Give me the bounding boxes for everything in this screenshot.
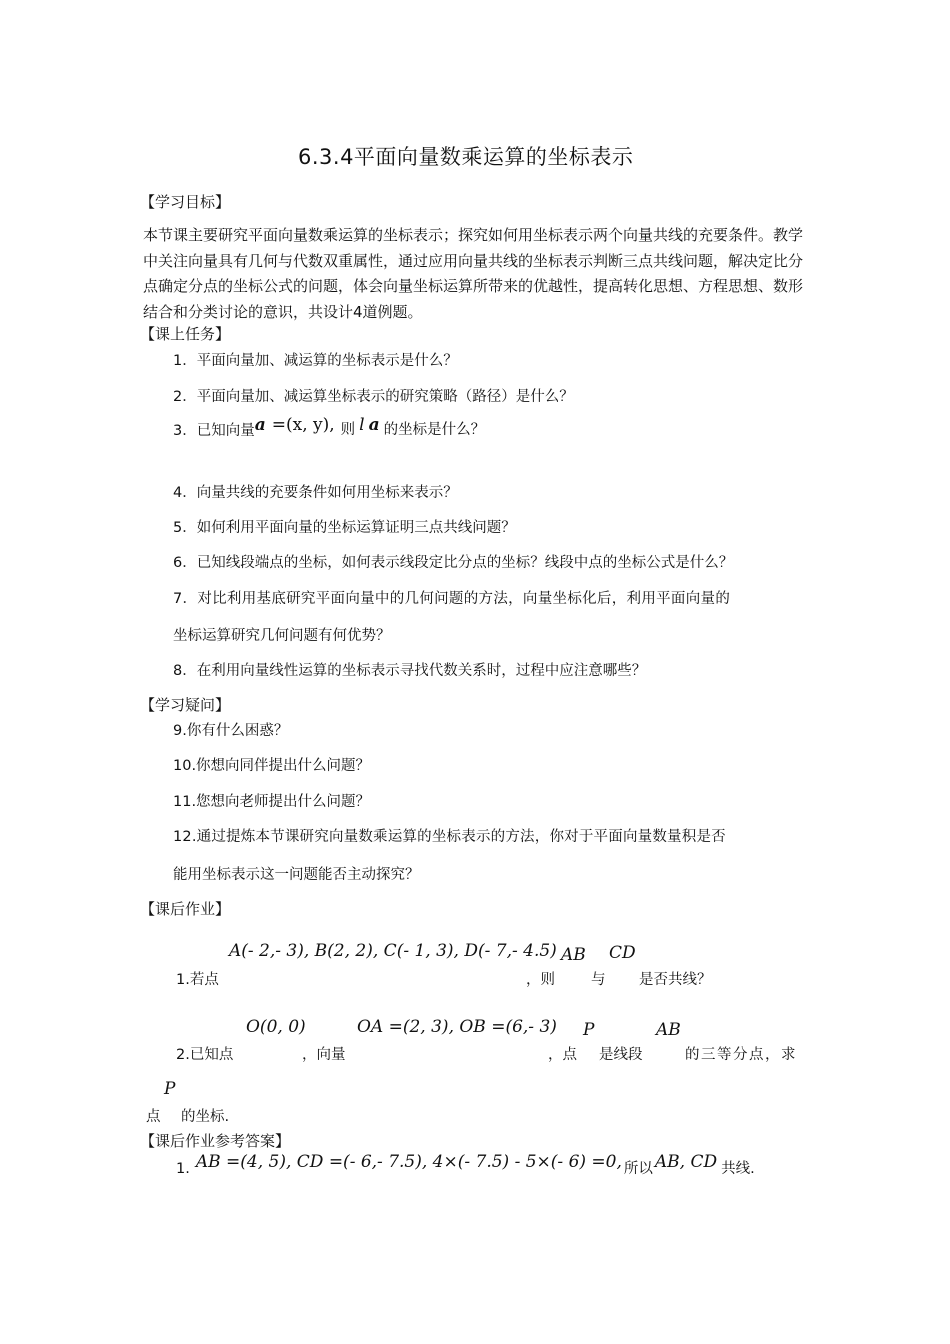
- task-3-suffix: 的坐标是什么？: [383, 422, 486, 438]
- homework-2-origin: O(0, 0): [246, 1017, 306, 1037]
- answer-1-number: 1.: [176, 1161, 190, 1177]
- questions-heading: 【学习疑问】: [140, 696, 231, 714]
- homework-2-segment-label: 是线段: [599, 1047, 643, 1063]
- task-3: [173, 415, 486, 440]
- question-10: 10.你想向同伴提出什么问题？: [173, 758, 371, 774]
- task-4: 4．向量共线的充要条件如何用坐标来表示？: [173, 485, 458, 501]
- homework-2-vectors: OA =(2, 3), OB =(6,- 3): [357, 1017, 557, 1037]
- task-3-then: 则: [340, 422, 356, 438]
- task-3-lambda: l: [359, 415, 365, 435]
- homework-2-trisection: 的三等分点，求: [685, 1047, 797, 1063]
- answer-1-so: 所以: [623, 1161, 653, 1177]
- answer-1-vectors: AB, CD: [654, 1152, 718, 1172]
- homework-2-vector-label: ，向量: [302, 1047, 346, 1063]
- homework-1-suffix: 是否共线？: [639, 972, 712, 988]
- homework-heading: 【课后作业】: [140, 900, 231, 918]
- task-2: 2．平面向量加、减运算坐标表示的研究策略（路径）是什么？: [173, 389, 574, 405]
- homework-2-prefix: 2.已知点: [176, 1047, 234, 1063]
- homework-1-vector-ab: AB: [561, 945, 586, 965]
- task-7-line2: 坐标运算研究几何问题有何优势？: [173, 628, 391, 644]
- homework-1-vector-cd: CD: [609, 943, 636, 963]
- homework-2-end-b: 的坐标.: [181, 1109, 230, 1125]
- answer-1: [176, 1152, 755, 1178]
- homework-2-point-label: ，点: [548, 1047, 577, 1063]
- homework-1-then: ，则: [526, 972, 555, 988]
- objectives-heading: 【学习目标】: [140, 193, 231, 211]
- homework-2-point-p: P: [583, 1020, 595, 1040]
- tasks-heading: 【课上任务】: [140, 325, 231, 343]
- task-5: 5．如何利用平面向量的坐标运算证明三点共线问题？: [173, 520, 516, 536]
- question-9: 9.你有什么困惑？: [173, 723, 289, 739]
- homework-2-point-p2: P: [164, 1079, 176, 1099]
- question-11: 11.您想向老师提出什么问题？: [173, 794, 371, 810]
- task-8: 8．在利用向量线性运算的坐标表示寻找代数关系时，过程中应注意哪些？: [173, 663, 647, 679]
- question-12-line1: 12.通过提炼本节课研究向量数乘运算的坐标表示的方法，你对于平面向量数量积是否: [173, 829, 726, 845]
- answers-heading: 【课后作业参考答案】: [140, 1132, 291, 1150]
- task-7-line1: 7．对比利用基底研究平面向量中的几何问题的方法，向量坐标化后，利用平面向量的: [173, 591, 731, 607]
- answer-1-formula: AB =(4, 5), CD =(- 6,- 7.5), 4×(- 7.5) - 5×(- 6) =0,: [195, 1152, 622, 1172]
- answer-1-end: 共线.: [721, 1161, 755, 1177]
- homework-1-and: 与: [591, 972, 606, 988]
- question-12-line2: 能用坐标表示这一问题能否主动探究？: [173, 867, 420, 883]
- objectives-text: 本节课主要研究平面向量数乘运算的坐标表示；探究如何用坐标表示两个向量共线的充要条件。教学中关注向量具有几何与代数双重属性，通过应用向量共线的坐标表示判断三点共线问题，解决定比分点确定分点的坐标公式的问题，体会向量坐标运算所带来的优越性，提高转化思想、方程思想、数形结合和分类讨论的意识，共设计4道例题。: [143, 226, 804, 321]
- task-3-formula: =(x, y),: [271, 415, 335, 435]
- task-3-vector-a2: a: [368, 415, 380, 435]
- task-1: 1．平面向量加、减运算的坐标表示是什么？: [173, 353, 458, 369]
- homework-1-formula: A(- 2,- 3), B(2, 2), C(- 1, 3), D(- 7,- 4.5): [229, 941, 557, 961]
- homework-1-prefix: 1.若点: [176, 972, 219, 988]
- page-title: 6.3.4平面向量数乘运算的坐标表示: [298, 145, 634, 169]
- task-6: 6．已知线段端点的坐标，如何表示线段定比分点的坐标？线段中点的坐标公式是什么？: [173, 555, 734, 571]
- task-3-vector-a: a: [254, 415, 266, 435]
- homework-2-segment-ab: AB: [656, 1020, 681, 1040]
- task-3-prefix: 3．已知向量: [173, 423, 255, 439]
- homework-2-end-a: 点: [146, 1109, 161, 1125]
